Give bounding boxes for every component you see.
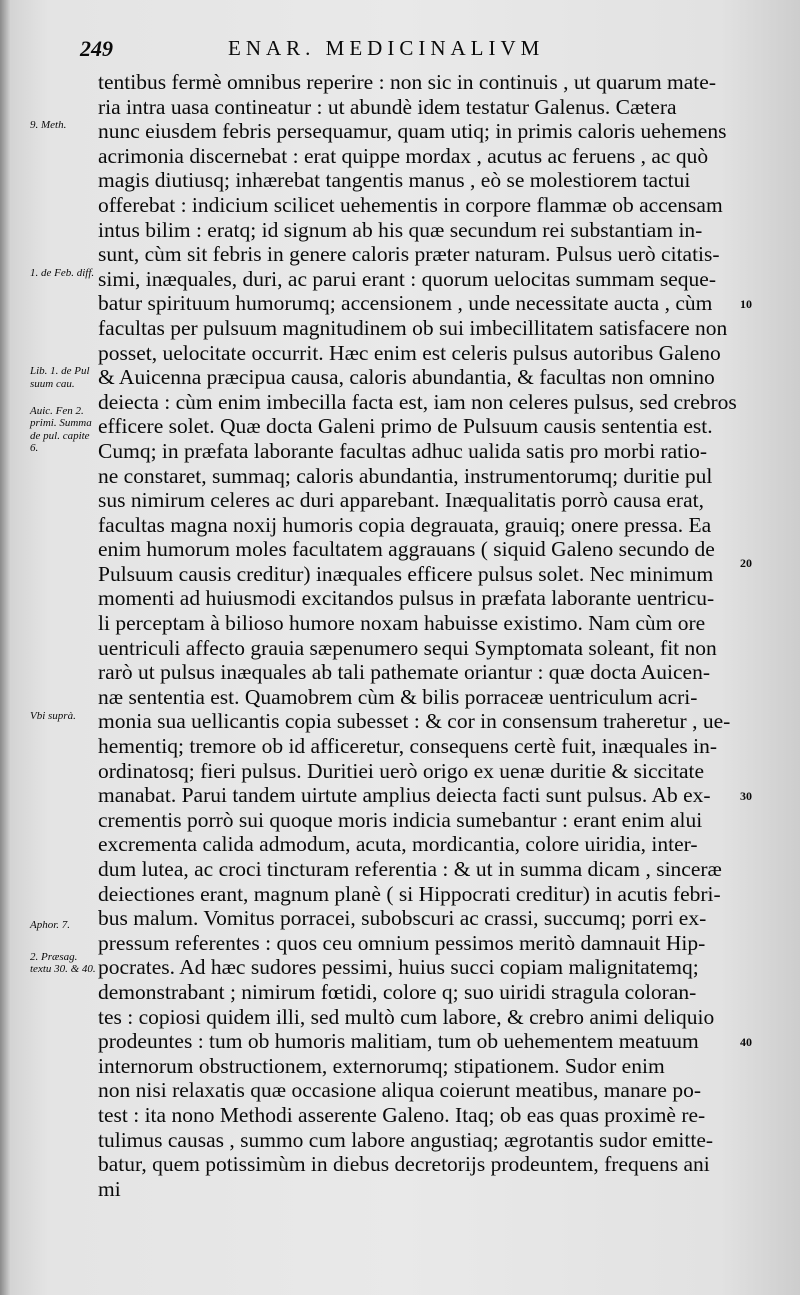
line-number: 40 bbox=[740, 1035, 752, 1050]
text-line: Cumq; in præfata laborante facultas adhuc ualida satis pro morbi ratio- bbox=[98, 438, 707, 463]
text-line: batur spirituum humorumq; accensionem , unde necessitate aucta , cùm bbox=[98, 291, 713, 316]
text-line: excrementa calida admodum, acuta, mordicantia, colore uiridia, inter- bbox=[98, 832, 698, 857]
text-line: bus malum. Vomitus porracei, subobscuri ac crassi, succumq; porri ex- bbox=[98, 906, 707, 931]
page-header bbox=[80, 36, 720, 66]
text-line: mi bbox=[98, 1176, 121, 1201]
text-line: uentriculi affecto grauia sæpenumero sequi Symptomata soleant, fit non bbox=[98, 635, 717, 660]
margin-note: 1. de Feb. diff. bbox=[30, 266, 95, 279]
text-line: manabat. Parui tandem uirtute amplius deiecta facti sunt pulsus. Ab ex- bbox=[98, 783, 711, 808]
line-number: 20 bbox=[740, 555, 752, 570]
text-line: non nisi relaxatis quæ occasione aliqua coierunt meatibus, manare po- bbox=[98, 1078, 702, 1103]
text-line: monia sua uellicantis copia subesset : & cor in consensum traheretur , ue- bbox=[98, 709, 731, 734]
margin-note: Aphor. 7. bbox=[30, 918, 71, 931]
text-line: nunc eiusdem febris persequamur, quam utiq; in primis caloris uehemens bbox=[98, 119, 727, 144]
text-line: intus bilim : eratq; id signum ab his quæ secundum rei substantiam in- bbox=[98, 217, 703, 242]
text-line: rarò ut pulsus inæquales ab tali pathemate oriantur : quæ docta Auicen- bbox=[98, 660, 710, 685]
text-line: facultas per pulsuum magnitudinem ob sui imbecillitatem satisfacere non bbox=[98, 315, 728, 340]
text-line: hementiq; tremore ob id afficeretur, consequens certè fuit, inæquales in- bbox=[98, 734, 718, 759]
text-line: prodeuntes : tum ob humoris malitiam, tum ob uehementem meatuum bbox=[98, 1029, 699, 1054]
text-line: ordinatosq; fieri pulsus. Duritiei uerò origo ex uenæ duritie & siccitate bbox=[98, 758, 705, 783]
text-line: momenti ad huiusmodi excitandos pulsus in præfata laborante uentricu- bbox=[98, 586, 715, 611]
text-line: batur, quem potissimùm in diebus decretorijs prodeuntem, frequens ani bbox=[98, 1152, 710, 1177]
text-line: simi, inæquales, duri, ac parui erant : quorum uelocitas summam seque- bbox=[98, 266, 716, 291]
margin-note: Vbi suprà. bbox=[30, 709, 76, 722]
text-line: posset, uelocitate occurrit. Hæc enim est celeris pulsus autoribus Galeno bbox=[98, 340, 721, 365]
page-gutter-shadow bbox=[0, 0, 10, 1295]
text-line: magis diutiusq; inhærebat tangentis manus , eò se molestiorem tactui bbox=[98, 168, 691, 193]
text-line: ria intra uasa contineatur : ut abundè idem testatur Galenus. Cætera bbox=[98, 94, 677, 119]
running-head: ENAR. MEDICINALIVM bbox=[228, 36, 545, 60]
line-number: 10 bbox=[740, 297, 752, 312]
text-line: crementis porrò sui quoque moris indicia sumebantur : erant enim alui bbox=[98, 807, 703, 832]
margin-note: 2. Præsag. textu 30. & 40. bbox=[30, 950, 96, 976]
main-text-block bbox=[98, 70, 740, 1201]
text-line: efficere solet. Quæ docta Galeni primo de Pulsuum causis sententia est. bbox=[98, 414, 713, 439]
text-line: sus nimirum celeres ac duri apparebant. Inæqualitatis porrò causa erat, bbox=[98, 488, 704, 513]
text-line: ne constaret, summaq; caloris abundantia, instrumentorumq; duritie pul bbox=[98, 463, 713, 488]
text-line: sunt, cùm sit febris in genere caloris præter naturam. Pulsus uerò citatis- bbox=[98, 242, 720, 267]
margin-note: 9. Meth. bbox=[30, 119, 67, 132]
text-line: deiecta : cùm enim imbecilla facta est, iam non celeres pulsus, sed crebros bbox=[98, 389, 737, 414]
margin-note: Auic. Fen 2. primi. Summa de pul. capite 6. bbox=[30, 404, 92, 455]
text-line: pocrates. Ad hæc sudores pessimi, huius succi copiam malignitatemq; bbox=[98, 955, 699, 980]
text-line: Pulsuum causis creditur) inæquales efficere pulsus solet. Nec minimum bbox=[98, 561, 714, 586]
page-number: 249 bbox=[80, 36, 113, 61]
text-line: tulimus causas , summo cum labore angustiaq; ægrotantis sudor emitte- bbox=[98, 1127, 714, 1152]
text-line: enim humorum moles facultatem aggrauans ( siquid Galeno secundo de bbox=[98, 537, 715, 562]
text-line: dum lutea, ac croci tincturam referentia : & ut in summa dicam , sinceræ bbox=[98, 857, 722, 881]
text-line: næ sententia est. Quamobrem cùm & bilis porraceæ uentriculum acri- bbox=[98, 684, 698, 709]
text-line: offerebat : indicium scilicet uehementis in corpore flammæ ob accensam bbox=[98, 192, 723, 217]
text-line: internorum obstructionem, externorumq; stipationem. Sudor enim bbox=[98, 1053, 665, 1078]
text-line: tentibus fermè omnibus reperire : non sic in continuis , ut quarum mate- bbox=[98, 70, 716, 94]
text-line: facultas magna noxij humoris copia degrauata, grauiq; onere pressa. Ea bbox=[98, 512, 712, 537]
text-line: li perceptam à bilioso humore noxam habuisse existimo. Nam cùm ore bbox=[98, 611, 706, 636]
text-line: demonstrabant ; nimirum fœtidi, colore q; suo uiridi stragula coloran- bbox=[98, 979, 697, 1004]
text-line: pressum referentes : quos ceu omnium pessimos meritò damnauit Hip- bbox=[98, 930, 706, 955]
text-line: & Auicenna præcipua causa, caloris abundantia, & facultas non omnino bbox=[98, 365, 715, 390]
text-line: deiectiones erant, magnum planè ( si Hippocrati creditur) in acutis febri- bbox=[98, 881, 721, 906]
margin-note: Lib. 1. de Pul suum cau. bbox=[30, 365, 90, 390]
line-number: 30 bbox=[740, 789, 752, 804]
text-line: test : ita nono Methodi asserente Galeno. Itaq; ob eas quas proximè re- bbox=[98, 1102, 706, 1127]
text-line: tes : copiosi quidem illi, sed multò cum labore, & crebro animi deliquio bbox=[98, 1004, 715, 1029]
text-line: acrimonia discernebat : erat quippe mordax , acutus ac feruens , ac quò bbox=[98, 143, 709, 168]
